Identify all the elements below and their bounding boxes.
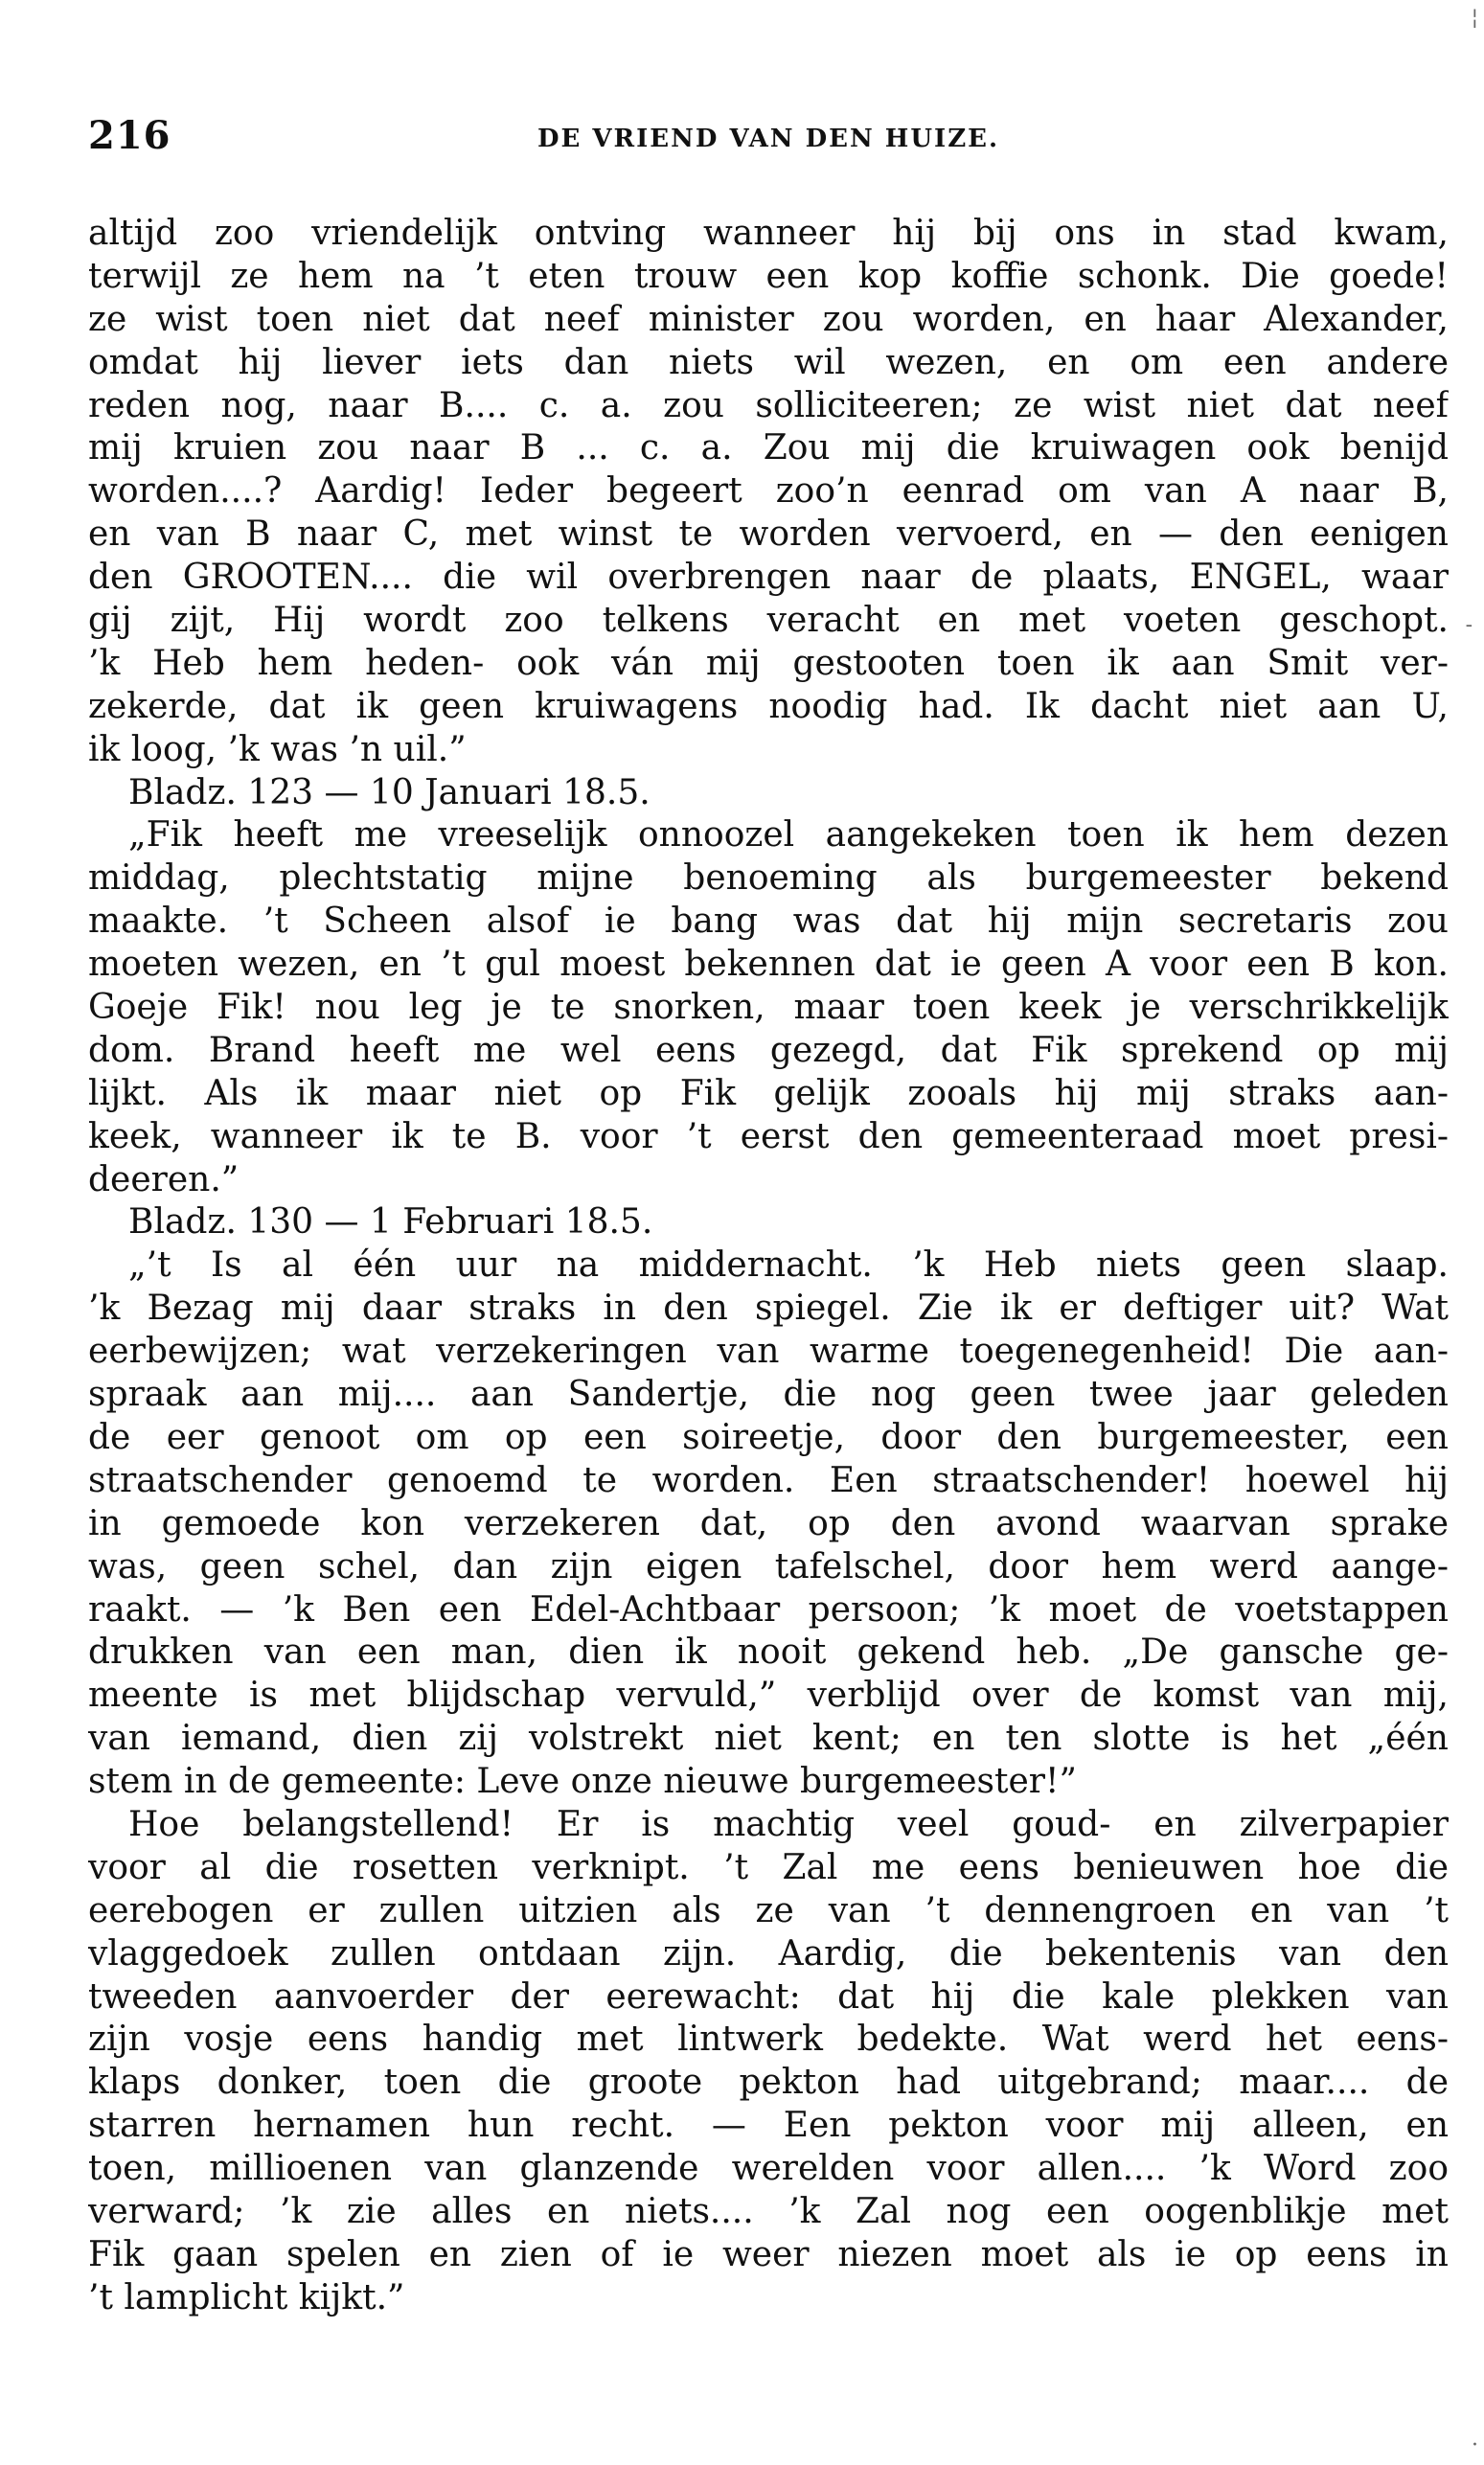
text-line: Hoe belangstellend! Er is machtig veel goud- en zilverpapier <box>128 1804 1449 1844</box>
text-line: lijkt. Als ik maar niet op Fik gelijk zooals hij mij straks aan- <box>88 1073 1449 1113</box>
text-line: eerbewijzen; wat verzekeringen van warme toegenegenheid! Die aan- <box>88 1332 1449 1372</box>
text-line: meente is met blijdschap vervuld,” verblijd over de komst van mij, <box>88 1676 1449 1716</box>
text-line: ik loog, ’k was ’n uil.” <box>88 729 467 769</box>
text-line: „Fik heeft me vreeselijk onnoozel aangekeken toen ik hem dezen <box>128 815 1449 856</box>
text-line: dom. Brand heeft me wel eens gezegd, dat Fik sprekend op mij <box>88 1030 1449 1070</box>
text-line: keek, wanneer ik te B. voor ’t eerst den gemeenteraad moet presi- <box>88 1116 1449 1156</box>
margin-mark-bottom: · <box>1472 2433 1478 2457</box>
text-line: gij zijt, Hij wordt zoo telkens veracht en met voeten geschopt. <box>88 601 1449 641</box>
text-line: omdat hij liever iets dan niets wil wezen, en om een andere <box>88 342 1449 382</box>
text-line: deeren.” <box>88 1159 240 1199</box>
text-line: ze wist toen niet dat neef minister zou worden, en haar Alexander, <box>88 299 1449 339</box>
text-line: vlaggedoek zullen ontdaan zijn. Aardig, die bekentenis van den <box>88 1933 1449 1974</box>
text-line: in gemoede kon verzekeren dat, op den avond waarvan sprake <box>88 1503 1449 1543</box>
text-line: van iemand, dien zij volstrekt niet kent; en ten slotte is het „één <box>88 1719 1449 1759</box>
text-line: eerebogen er zullen uitzien als ze van ’t dennengroen en van ’t <box>88 1890 1449 1930</box>
text-line: raakt. — ’k Ben een Edel-Achtbaar persoon; ’k moet de voetstappen <box>88 1589 1449 1630</box>
text-line: was, geen schel, dan zijn eigen tafelschel, door hem werd aange- <box>88 1546 1449 1586</box>
text-line: altijd zoo vriendelijk ontving wanneer hij bij ons in stad kwam, <box>88 214 1449 253</box>
text-line: Fik gaan spelen en zien of ie weer niezen moet als ie op eens in <box>88 2234 1449 2274</box>
text-line: ’t lamplicht kijkt.” <box>88 2277 405 2317</box>
text-line: Goeje Fik! nou leg je te snorken, maar toen keek je verschrikkelijk <box>88 988 1449 1028</box>
text-line: ’k Heb hem heden- ook ván mij gestooten toen ik aan Smit ver- <box>88 643 1449 683</box>
text-line: zijn vosje eens handig met lintwerk bedekte. Wat werd het eens- <box>88 2020 1449 2060</box>
text-line: worden....? Aardig! Ieder begeert zoo’n eenrad om van A naar B, <box>88 471 1449 512</box>
date-line: Bladz. 130 — 1 Februari 18.5. <box>128 1202 653 1243</box>
page-header <box>88 105 1449 163</box>
text-line: de eer genoot om op een soireetje, door den burgemeester, een <box>88 1417 1449 1457</box>
text-line: ’k Bezag mij daar straks in den spiegel. Zie ik er deftiger uit? Wat <box>88 1289 1449 1329</box>
text-line: den GROOTEN.... die wil overbrengen naar de plaats, ENGEL, waar <box>88 558 1449 598</box>
text-line: starren hernamen hun recht. — Een pekton voor mij alleen, en <box>88 2106 1449 2146</box>
text-line: spraak aan mij.... aan Sandertje, die nog geen twee jaar geleden <box>88 1375 1449 1415</box>
text-line: reden nog, naar B.... c. a. zou solliciteeren; ze wist niet dat neef <box>88 385 1449 425</box>
text-line: straatschender genoemd te worden. Een straatschender! hoewel hij <box>88 1460 1449 1500</box>
text-line: en van B naar C, met winst te worden vervoerd, en — den eenigen <box>88 514 1449 555</box>
text-line: mij kruien zou naar B ... c. a. Zou mij die kruiwagen ook benijd <box>88 428 1449 468</box>
text-line: voor al die rosetten verknipt. ’t Zal me eens benieuwen hoe die <box>88 1847 1449 1887</box>
text-line: tweeden aanvoerder der eerewacht: dat hij die kale plekken van <box>88 1976 1449 2017</box>
text-line: moeten wezen, en ’t gul moest bekennen dat ie geen A voor een B kon. <box>88 945 1449 985</box>
text-line: „’t Is al één uur na middernacht. ’k Heb niets geen slaap. <box>128 1245 1449 1286</box>
text-line: drukken van een man, dien ik nooit gekend heb. „De gansche ge- <box>88 1632 1449 1673</box>
text-line: terwijl ze hem na ’t eten trouw een kop koffie schonk. Die goede! <box>88 256 1449 296</box>
margin-mark-top: ¦ <box>1471 6 1478 30</box>
body-text <box>88 213 1449 2320</box>
text-line: verward; ’k zie alles en niets.... ’k Zal nog een oogenblikje met <box>88 2191 1449 2231</box>
running-title: DE VRIEND VAN DEN HUIZE. <box>537 125 1000 153</box>
text-line: zekerde, dat ik geen kruiwagens noodig had. Ik dacht niet aan U, <box>88 686 1449 726</box>
margin-mark-mid: - <box>1465 613 1473 637</box>
text-line: middag, plechtstatig mijne benoeming als burgemeester bekend <box>88 858 1449 899</box>
text-line: maakte. ’t Scheen alsof ie bang was dat hij mijn secretaris zou <box>88 902 1449 942</box>
date-line: Bladz. 123 — 10 Januari 18.5. <box>128 772 651 812</box>
text-line: toen, millioenen van glanzende werelden voor allen.... ’k Word zoo <box>88 2149 1449 2189</box>
text-line: stem in de gemeente: Leve onze nieuwe burgemeester!” <box>88 1762 1077 1802</box>
page-number: 216 <box>88 113 171 158</box>
text-line: klaps donker, toen die groote pekton had uitgebrand; maar.... de <box>88 2063 1449 2103</box>
